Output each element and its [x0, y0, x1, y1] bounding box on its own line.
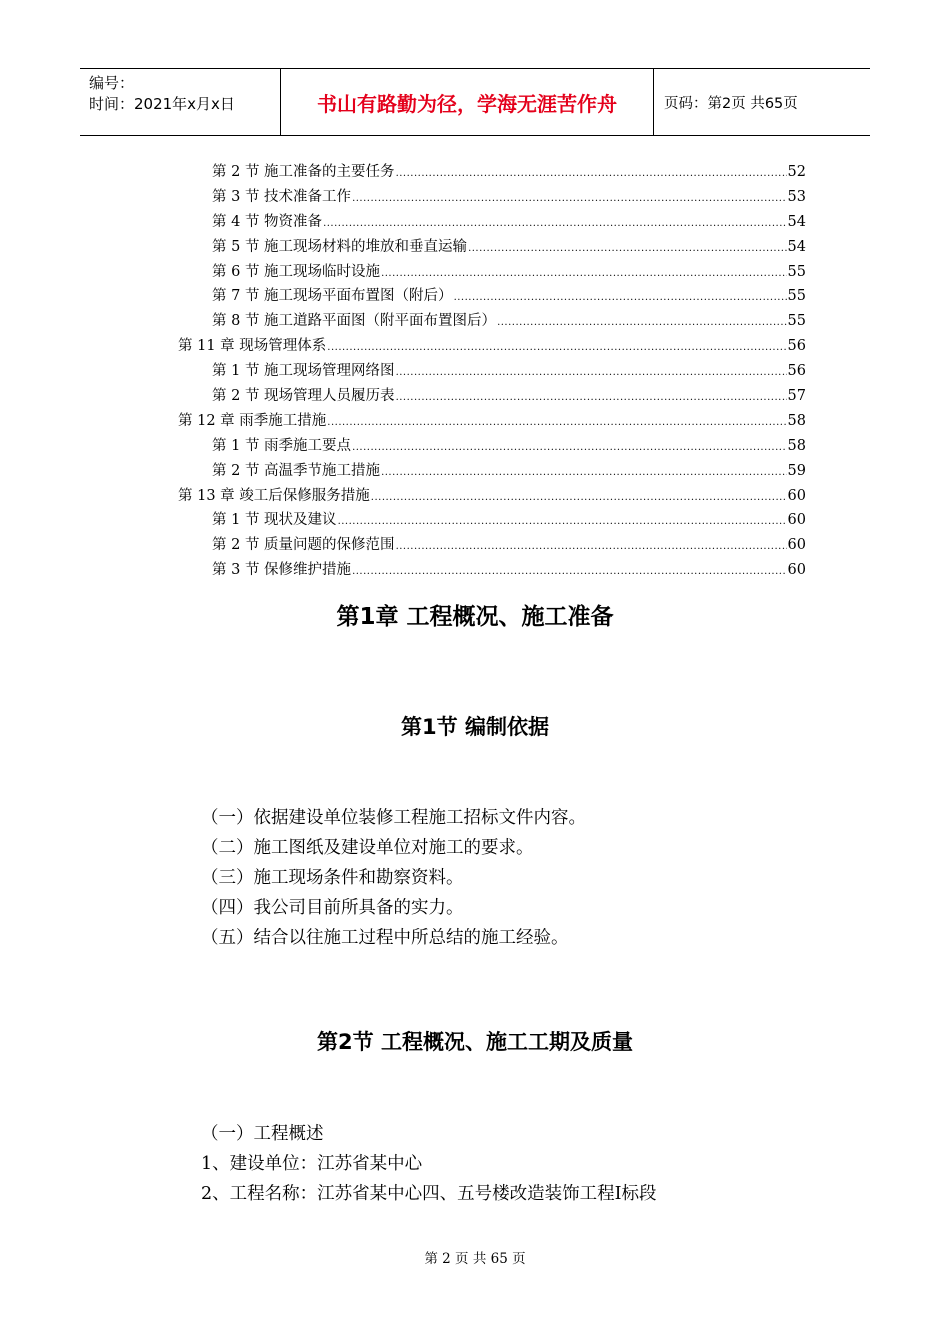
document-number-label: 编号： [89, 74, 135, 92]
toc-entry-page: 56 [787, 363, 806, 380]
toc-entry[interactable] [178, 434, 806, 459]
page-footer: 第 2 页 共 65 页 [424, 1251, 526, 1267]
toc-leader-dots [396, 367, 787, 378]
toc-leader-dots [381, 467, 786, 478]
toc-entry-label: 第 3 节 技术准备工作 [212, 188, 352, 205]
toc-leader-dots [381, 268, 786, 279]
section-1-body [201, 803, 586, 953]
toc-entry-label: 第 5 节 施工现场材料的堆放和垂直运输 [212, 238, 468, 255]
toc-entry[interactable] [178, 384, 806, 409]
toc-entry-label: 第 2 节 质量问题的保修范围 [212, 537, 395, 554]
toc-leader-dots [497, 317, 786, 328]
toc-leader-dots [327, 342, 786, 353]
list-item: （一）工程概述 [201, 1124, 324, 1144]
toc-entry-page: 55 [787, 263, 806, 280]
toc-entry-page: 60 [787, 562, 806, 579]
list-item: （二）施工图纸及建设单位对施工的要求。 [201, 838, 534, 858]
toc-leader-dots [396, 392, 787, 403]
toc-entry-label: 第 6 节 施工现场临时设施 [212, 263, 381, 280]
list-item: （一）依据建设单位装修工程施工招标文件内容。 [201, 808, 586, 828]
toc-entry-page: 58 [787, 412, 806, 429]
toc-entry[interactable] [178, 508, 806, 533]
toc-entry-page: 60 [787, 487, 806, 504]
list-item: 2、工程名称：江苏省某中心四、五号楼改造装饰工程Ⅰ标段 [201, 1184, 657, 1204]
toc-entry-label: 第 2 节 现场管理人员履历表 [212, 388, 395, 405]
header-page-number: 页码：第2页 共65页 [664, 95, 798, 112]
section-1-title: 第1节 编制依据 [401, 715, 549, 739]
list-item: （四）我公司目前所具备的实力。 [201, 898, 464, 918]
page-header [80, 68, 870, 136]
toc-leader-dots [323, 218, 786, 229]
toc-entry[interactable] [178, 210, 806, 235]
toc-entry-page: 60 [787, 537, 806, 554]
chapter-title: 第1章 工程概况、施工准备 [336, 604, 614, 630]
toc-entry[interactable] [178, 409, 806, 434]
toc-entry-label: 第 7 节 施工现场平面布置图（附后） [212, 288, 453, 305]
toc-leader-dots [396, 168, 787, 179]
toc-entry[interactable] [178, 484, 806, 509]
toc-entry-page: 57 [787, 388, 806, 405]
toc-entry[interactable] [178, 235, 806, 260]
list-item: （五）结合以往施工过程中所总结的施工经验。 [201, 928, 569, 948]
toc-entry-label: 第 4 节 物资准备 [212, 213, 323, 230]
toc-entry-page: 59 [787, 462, 806, 479]
toc-leader-dots [352, 442, 786, 453]
toc-leader-dots [352, 566, 786, 577]
toc-entry-label: 第 13 章 竣工后保修服务措施 [178, 487, 370, 504]
toc-entry-label: 第 2 节 施工准备的主要任务 [212, 164, 395, 180]
toc-entry-page: 58 [787, 437, 806, 454]
toc-leader-dots [468, 243, 786, 254]
toc-leader-dots [338, 516, 787, 527]
toc-entry-page: 54 [787, 213, 806, 230]
toc-entry-page: 53 [787, 188, 806, 205]
toc-entry[interactable] [178, 160, 806, 185]
header-meta [80, 69, 281, 135]
toc-entry-label: 第 12 章 雨季施工措施 [178, 412, 327, 429]
toc-entry-page: 54 [787, 238, 806, 255]
toc-entry[interactable] [178, 359, 806, 384]
toc-entry[interactable] [178, 459, 806, 484]
list-item: （三）施工现场条件和勘察资料。 [201, 868, 464, 888]
toc-entry-label: 第 1 节 雨季施工要点 [212, 437, 352, 454]
toc-entry[interactable] [178, 309, 806, 334]
toc-entry-label: 第 1 节 施工现场管理网络图 [212, 363, 395, 380]
toc-entry[interactable] [178, 558, 806, 583]
section-2-title: 第2节 工程概况、施工工期及质量 [317, 1030, 633, 1054]
section-2-body [201, 1119, 657, 1209]
document-date: 时间：2021年x月x日 [89, 95, 235, 113]
toc-leader-dots [396, 541, 787, 552]
table-of-contents [178, 160, 806, 583]
toc-entry[interactable] [178, 334, 806, 359]
toc-entry-label: 第 11 章 现场管理体系 [178, 338, 327, 355]
toc-entry-page: 56 [787, 338, 806, 355]
toc-leader-dots [352, 193, 786, 204]
toc-leader-dots [371, 492, 787, 503]
toc-entry[interactable] [178, 284, 806, 309]
toc-entry-label: 第 8 节 施工道路平面图（附平面布置图后） [212, 313, 497, 330]
toc-entry-label: 第 3 节 保修维护措施 [212, 562, 352, 579]
toc-entry-page: 60 [787, 512, 806, 529]
toc-entry-page: 55 [787, 313, 806, 330]
toc-entry[interactable] [178, 533, 806, 558]
list-item: 1、建设单位：江苏省某中心 [201, 1154, 423, 1174]
toc-entry[interactable] [178, 260, 806, 285]
toc-entry-page: 55 [787, 288, 806, 305]
toc-entry[interactable] [178, 185, 806, 210]
toc-leader-dots [454, 292, 787, 303]
toc-entry-page: 52 [787, 164, 806, 180]
header-motto: 书山有路勤为径，学海无涯苦作舟 [281, 69, 654, 135]
toc-entry-label: 第 2 节 高温季节施工措施 [212, 462, 381, 479]
toc-entry-label: 第 1 节 现状及建议 [212, 512, 337, 529]
toc-leader-dots [327, 417, 786, 428]
